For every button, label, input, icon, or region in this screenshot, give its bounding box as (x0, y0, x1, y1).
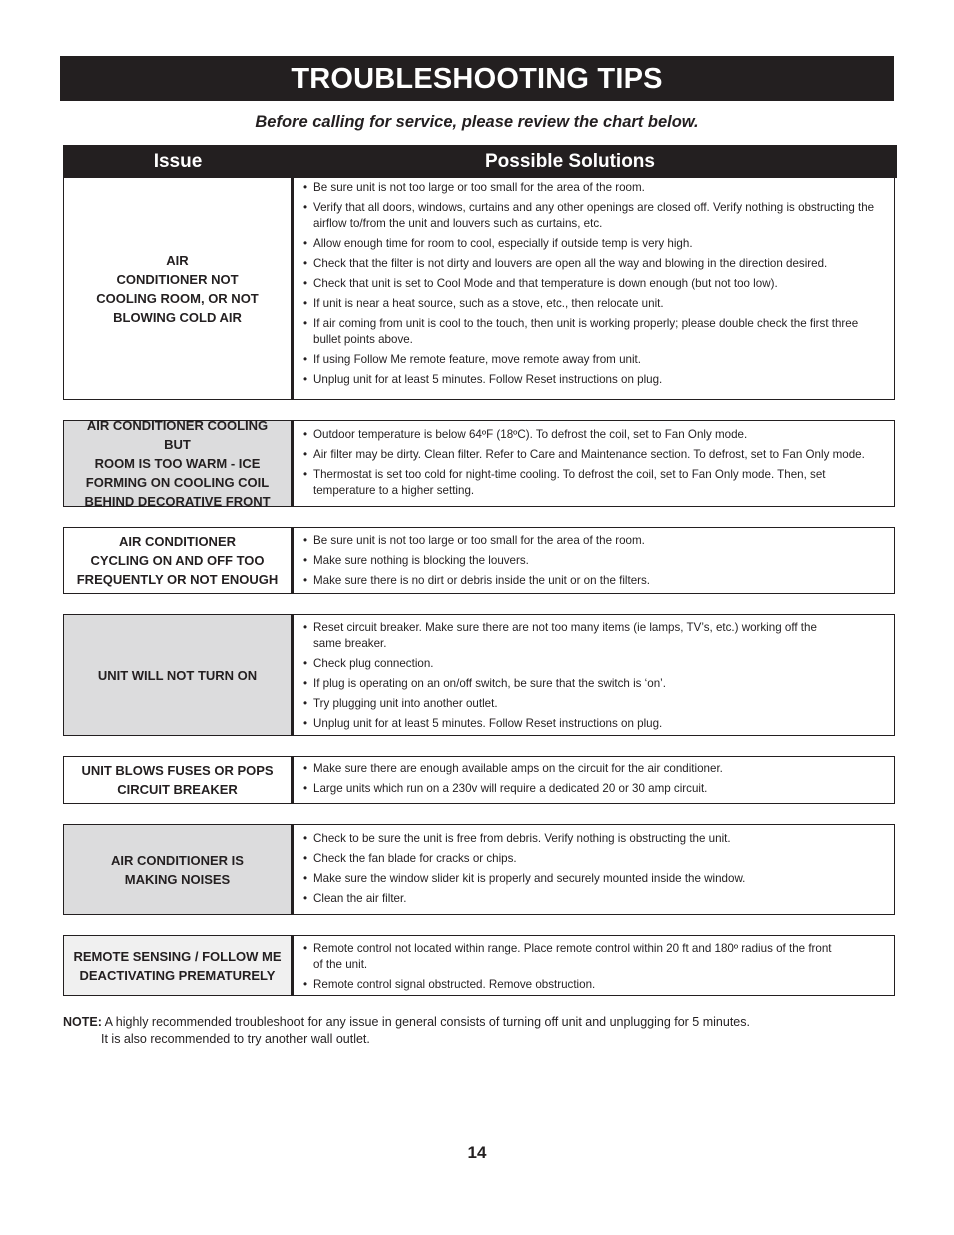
issue-cell: UNIT BLOWS FUSES OR POPS CIRCUIT BREAKER (64, 757, 294, 803)
solution-item: • Thermostat is set too cold for night-time cooling. To defrost the coil, set to Fan Only mode. Then, set temperature to a higher setting. (303, 467, 888, 498)
issue-cell: AIR CONDITIONER CYCLING ON AND OFF TOO FREQUENTLY OR NOT ENOUGH (64, 528, 294, 593)
table-header (63, 145, 897, 178)
page-title-bar (60, 56, 894, 101)
solution-item: • Check to be sure the unit is free from debris. Verify nothing is obstructing the unit. (303, 831, 888, 847)
solution-item: • Remote control not located within range. Place remote control within 20 ft and 180º radius of the front of the unit. (303, 941, 888, 972)
issue-cell: UNIT WILL NOT TURN ON (64, 615, 294, 735)
solution-item: • Try plugging unit into another outlet. (303, 696, 888, 712)
solution-item: • Outdoor temperature is below 64ºF (18ºC). To defrost the coil, set to Fan Only mode. (303, 427, 888, 443)
subtitle: Before calling for service, please review the chart below. (255, 113, 699, 131)
note-text-line1: A highly recommended troubleshoot for any issue in general consists of turning off unit and unplugging for 5 minutes. (101, 1015, 750, 1029)
solution-item: • Unplug unit for at least 5 minutes. Follow Reset instructions on plug. (303, 716, 888, 732)
table-row (63, 824, 895, 915)
table-row (63, 614, 895, 736)
solution-item: • Allow enough time for room to cool, especially if outside temp is very high. (303, 236, 888, 252)
note (63, 1014, 750, 1048)
table-row (63, 756, 895, 804)
solution-item: • Remote control signal obstructed. Remove obstruction. (303, 977, 888, 993)
solution-item: • Unplug unit for at least 5 minutes. Follow Reset instructions on plug. (303, 372, 888, 388)
solution-item: • Verify that all doors, windows, curtains and any other openings are closed off. Verify nothing is obstructing the airflow to/from the unit and louvers such as curtains, etc. (303, 200, 888, 231)
solutions-cell (294, 757, 894, 803)
solution-item: • Be sure unit is not too large or too small for the area of the room. (303, 533, 888, 549)
page-number: 14 (467, 1143, 487, 1162)
solution-item: • Clean the air filter. (303, 891, 888, 907)
solution-item: • Make sure the window slider kit is properly and securely mounted inside the window. (303, 871, 888, 887)
solution-item: • Make sure there are enough available amps on the circuit for the air conditioner. (303, 761, 888, 777)
solutions-cell (294, 936, 894, 995)
issue-cell: AIR CONDITIONER COOLING BUT ROOM IS TOO WARM - ICE FORMING ON COOLING COIL BEHIND DECORATIVE FRONT (64, 421, 294, 506)
solutions-cell (294, 615, 894, 735)
solution-item: • Be sure unit is not too large or too small for the area of the room. (303, 180, 888, 196)
solution-item: • Check the fan blade for cracks or chips. (303, 851, 888, 867)
solution-item: • Reset circuit breaker. Make sure there are not too many items (ie lamps, TV’s, etc.) working off the same breaker. (303, 620, 888, 651)
solutions-cell (294, 178, 894, 399)
solution-item: • Make sure nothing is blocking the louvers. (303, 553, 888, 569)
note-label: NOTE: (63, 1015, 102, 1029)
solutions-cell (294, 528, 894, 593)
solutions-cell (294, 421, 894, 506)
solution-item: • If unit is near a heat source, such as a stove, etc., then relocate unit. (303, 296, 888, 312)
solutions-cell (294, 825, 894, 914)
solution-item: • Check plug connection. (303, 656, 888, 672)
issue-column-header: Issue (153, 151, 203, 172)
solution-item: • Large units which run on a 230v will require a dedicated 20 or 30 amp circuit. (303, 781, 888, 797)
table-row (63, 178, 895, 400)
solution-item: • If using Follow Me remote feature, move remote away from unit. (303, 352, 888, 368)
issue-cell: AIR CONDITIONER IS MAKING NOISES (64, 825, 294, 914)
solution-item: • If air coming from unit is cool to the touch, then unit is working properly; please double check the first three bullet points above. (303, 316, 888, 347)
solution-item: • Make sure there is no dirt or debris inside the unit or on the filters. (303, 573, 888, 589)
issue-cell: REMOTE SENSING / FOLLOW ME DEACTIVATING PREMATURELY (64, 936, 294, 995)
table-row (63, 527, 895, 594)
solutions-column-header: Possible Solutions (485, 151, 655, 172)
note-text-line2: It is also recommended to try another wall outlet. (101, 1032, 370, 1046)
table-row (63, 935, 895, 996)
solution-item: • If plug is operating on an on/off switch, be sure that the switch is ‘on’. (303, 676, 888, 692)
table-row (63, 420, 895, 507)
page-title: TROUBLESHOOTING TIPS (291, 63, 663, 95)
issue-cell: AIR CONDITIONER NOT COOLING ROOM, OR NOT BLOWING COLD AIR (64, 178, 294, 399)
solution-item: • Air filter may be dirty. Clean filter. Refer to Care and Maintenance section. To defrost, set to Fan Only mode. (303, 447, 888, 463)
solution-item: • Check that the filter is not dirty and louvers are open all the way and blowing in the direction desired. (303, 256, 888, 272)
solution-item: • Check that unit is set to Cool Mode and that temperature is down enough (but not too low). (303, 276, 888, 292)
